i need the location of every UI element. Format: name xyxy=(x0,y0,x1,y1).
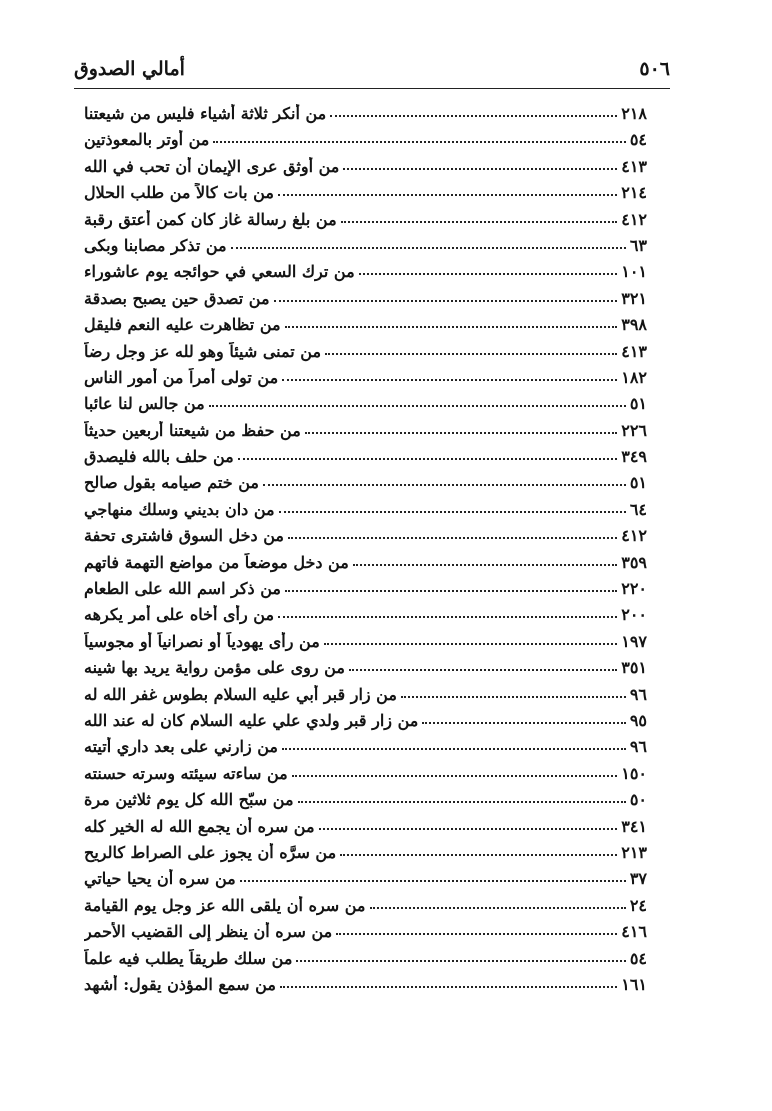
entry-text: من سلك طريقاً يطلب فيه علماً xyxy=(84,948,293,968)
index-entry xyxy=(84,869,647,895)
entry-page-number: ٣٥١ xyxy=(621,658,647,678)
dot-leader xyxy=(282,748,626,750)
entry-text: من زارني على بعد داري أتيته xyxy=(84,737,278,757)
entry-page-number: ٢٤ xyxy=(629,895,647,915)
entry-text: من جالس لنا عائبا xyxy=(84,394,205,414)
entry-page-number: ٥٤ xyxy=(629,130,647,150)
entry-text: من ترك السعي في حوائجه يوم عاشوراء xyxy=(84,262,355,282)
entry-page-number: ٣٧ xyxy=(629,869,647,889)
dot-leader xyxy=(296,960,625,962)
index-entry xyxy=(84,896,647,922)
dot-leader xyxy=(336,933,617,935)
dot-leader xyxy=(330,115,617,117)
dot-leader xyxy=(285,326,618,328)
index-entry xyxy=(84,421,647,447)
dot-leader xyxy=(292,775,617,777)
page-title: أمالي الصدوق xyxy=(74,58,185,80)
entry-text: من تولى أمراً من أمور الناس xyxy=(84,367,279,387)
page-number: ٥٠٦ xyxy=(639,58,670,80)
dot-leader xyxy=(298,801,626,803)
index-entry xyxy=(84,130,647,156)
dot-leader xyxy=(370,907,626,909)
dot-leader xyxy=(279,511,626,513)
entry-page-number: ٤١٣ xyxy=(621,341,647,361)
entry-page-number: ٢١٨ xyxy=(621,104,647,123)
entry-page-number: ٥٠ xyxy=(629,790,647,810)
index-entry xyxy=(84,553,647,579)
entry-text: من تمنى شيئاً وهو لله عز وجل رضاً xyxy=(84,341,322,361)
dot-leader xyxy=(280,986,617,988)
entry-text: من سمع المؤذن يقول: أشهد xyxy=(84,974,276,994)
entry-text: من بات كالاً من طلب الحلال xyxy=(84,183,274,203)
index-entry xyxy=(84,922,647,948)
dot-leader xyxy=(359,273,618,275)
index-entry xyxy=(84,605,647,631)
index-entry xyxy=(84,210,647,236)
index-entry xyxy=(84,500,647,526)
index-entry xyxy=(84,790,647,816)
index-entry xyxy=(84,157,647,183)
dot-leader xyxy=(278,616,617,618)
index-entry xyxy=(84,236,647,262)
index-entry xyxy=(84,817,647,843)
entry-text: من سبّح الله كل يوم ثلاثين مرة xyxy=(84,790,294,810)
entry-page-number: ٥١ xyxy=(629,473,647,493)
entry-page-number: ٢٠٠ xyxy=(621,605,647,625)
entry-text: من بلغ رسالة غاز كان كمن أعتق رقبة xyxy=(84,209,337,229)
entry-text: من دان بديني وسلك منهاجي xyxy=(84,499,275,519)
dot-leader xyxy=(325,353,617,355)
dot-leader xyxy=(282,379,617,381)
index-entry xyxy=(84,685,647,711)
entry-text: من ساءته سيئته وسرته حسنته xyxy=(84,763,288,783)
page-header xyxy=(74,52,670,89)
entry-text: من سره أن يلقى الله عز وجل يوم القيامة xyxy=(84,895,366,915)
dot-leader xyxy=(240,880,626,882)
dot-leader xyxy=(319,828,618,830)
entry-text: من سره أن يحيا حياتي xyxy=(84,869,236,889)
entry-page-number: ٩٦ xyxy=(629,684,647,704)
dot-leader xyxy=(285,590,617,592)
entry-page-number: ٢١٤ xyxy=(621,183,647,203)
dot-leader xyxy=(238,458,617,460)
entry-text: من حفظ من شيعتنا أربعين حديثاً xyxy=(84,420,301,440)
entry-page-number: ٩٦ xyxy=(629,737,647,757)
dot-leader xyxy=(288,537,617,539)
dot-leader xyxy=(324,643,617,645)
entry-page-number: ٣٢١ xyxy=(621,288,647,308)
entry-page-number: ٣٩٨ xyxy=(621,315,647,335)
entry-page-number: ١٥٠ xyxy=(621,763,647,783)
dot-leader xyxy=(305,432,617,434)
dot-leader xyxy=(422,722,625,724)
entry-page-number: ١٩٧ xyxy=(621,631,647,651)
index-entry xyxy=(84,737,647,763)
entry-text: من سره أن ينظر إلى القضيب الأحمر xyxy=(84,922,333,942)
entry-page-number: ٣٤١ xyxy=(621,816,647,836)
entry-page-number: ٩٥ xyxy=(629,710,647,730)
entry-text: من أنكر ثلاثة أشياء فليس من شيعتنا xyxy=(84,104,327,123)
entry-page-number: ١٦١ xyxy=(621,974,647,994)
dot-leader xyxy=(209,405,626,407)
entry-page-number: ٢٢٦ xyxy=(621,420,647,440)
dot-leader xyxy=(263,484,626,486)
index-entry xyxy=(84,289,647,315)
dot-leader xyxy=(278,194,617,196)
dot-leader xyxy=(341,221,618,223)
entry-page-number: ٥٤ xyxy=(629,948,647,968)
dot-leader xyxy=(343,168,617,170)
entry-text: من سرَّه أن يجوز على الصراط كالريح xyxy=(84,842,337,862)
entry-text: من أوتر بالمعوذتين xyxy=(84,130,210,150)
index-entry xyxy=(84,368,647,394)
index-entry xyxy=(84,315,647,341)
entry-page-number: ١٨٢ xyxy=(621,367,647,387)
dot-leader xyxy=(349,669,617,671)
entry-text: من زار قبر أبي عليه السلام بطوس غفر الله له xyxy=(84,684,397,704)
entry-page-number: ٤١٢ xyxy=(621,209,647,229)
dot-leader xyxy=(231,247,626,249)
index-entry xyxy=(84,975,647,1001)
index-entry xyxy=(84,447,647,473)
entry-text: من زار قبر ولدي علي عليه السلام كان له عند الله xyxy=(84,710,419,730)
index-entry xyxy=(84,262,647,288)
entry-text: من أوثق عرى الإيمان أن تحب في الله xyxy=(84,156,340,176)
entry-text: من رأى أخاه على أمر يكرهه xyxy=(84,605,275,625)
index-entry xyxy=(84,473,647,499)
index-entry xyxy=(84,394,647,420)
entry-page-number: ٣٤٩ xyxy=(621,447,647,467)
entry-text: من تذكر مصابنا وبكى xyxy=(84,235,227,255)
index-entry xyxy=(84,949,647,975)
index-entry xyxy=(84,526,647,552)
entry-text: من دخل موضعاً من مواضع التهمة فاتهم xyxy=(84,552,349,572)
index-entry xyxy=(84,342,647,368)
entry-page-number: ٤١٣ xyxy=(621,156,647,176)
entry-text: من ختم صيامه بقول صالح xyxy=(84,473,259,493)
entry-page-number: ١٠١ xyxy=(621,262,647,282)
index-entry xyxy=(84,632,647,658)
entry-text: من حلف بالله فليصدق xyxy=(84,447,234,467)
entry-page-number: ٤١٢ xyxy=(621,526,647,546)
entry-text: من تصدق حين يصبح بصدقة xyxy=(84,288,270,308)
entry-text: من سره أن يجمع الله له الخير كله xyxy=(84,816,315,836)
entry-page-number: ٥١ xyxy=(629,394,647,414)
index-entry xyxy=(84,711,647,737)
entry-text: من دخل السوق فاشترى تحفة xyxy=(84,526,284,546)
index-entry xyxy=(84,579,647,605)
entry-text: من تظاهرت عليه النعم فليقل xyxy=(84,315,281,335)
dot-leader xyxy=(353,564,617,566)
index-list xyxy=(84,104,647,1001)
index-entry xyxy=(84,658,647,684)
entry-page-number: ٢١٣ xyxy=(621,842,647,862)
entry-page-number: ٦٣ xyxy=(629,235,647,255)
entry-page-number: ٢٢٠ xyxy=(621,579,647,599)
dot-leader xyxy=(213,141,625,143)
entry-text: من روى على مؤمن رواية يريد بها شينه xyxy=(84,658,345,678)
entry-text: من رأى يهودياً أو نصرانياً أو مجوسياً xyxy=(84,631,320,651)
index-entry xyxy=(84,843,647,869)
entry-page-number: ٤١٦ xyxy=(621,922,647,942)
index-entry xyxy=(84,183,647,209)
entry-text: من ذكر اسم الله على الطعام xyxy=(84,579,281,599)
dot-leader xyxy=(401,696,626,698)
index-entry xyxy=(84,104,647,130)
dot-leader xyxy=(340,854,617,856)
entry-page-number: ٣٥٩ xyxy=(621,552,647,572)
entry-page-number: ٦٤ xyxy=(629,499,647,519)
index-entry xyxy=(84,764,647,790)
dot-leader xyxy=(274,300,618,302)
